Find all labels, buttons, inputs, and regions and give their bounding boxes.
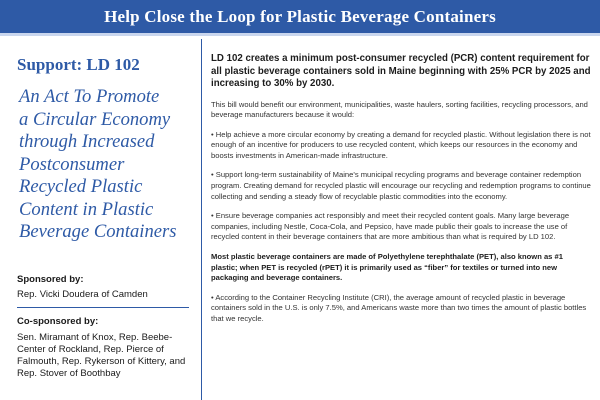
bill-title-line: a Circular Economy: [19, 108, 171, 130]
support-title: Support: LD 102: [17, 55, 140, 74]
bill-title: [19, 86, 190, 244]
left-column: [0, 39, 200, 400]
bill-title-line: Recycled Plastic: [19, 176, 143, 197]
lead-paragraph: LD 102 creates a minimum post-consumer recycled (PCR) content requirement for all plastic beverage containers sold in Maine beginning with 25% PCR by 2025 and increasing to 30% by 2030.: [211, 53, 591, 89]
column-divider: [201, 39, 202, 400]
bullet-paragraph: • Ensure beverage companies act responsibly and meet their recycled content goals. Many large beverage companies, including Nestle, Coca-Cola, and Pepsico, have made public their goals to increase the use of recycled content in their beverage containers that are more ambitious than what is required by LD 102.: [211, 211, 570, 242]
sponsor-name: Rep. Vicki Doudera of Camden: [17, 288, 148, 300]
bullet-paragraph: • Support long-term sustainability of Maine's municipal recycling programs and beverage container redemption program. Creating demand for recycled plastic will encourage our recycling and redemption programs to continue collecting and sending a steady flow of recyclable plastic commodities into the economy.: [211, 170, 591, 201]
intro-paragraph: This bill would benefit our environment, municipalities, waste haulers, sorting facilities, recycling processors, and beverage manufacturers because it would:: [211, 99, 588, 120]
bill-title-line: through Increased: [19, 131, 155, 152]
cosponsored-by-heading: Co-sponsored by:: [17, 315, 99, 327]
sponsored-by-heading: Sponsored by:: [17, 273, 84, 285]
cri-bullet: • According to the Container Recycling Institute (CRI), the average amount of recycled plastic in beverage containers sold in the U.S. is only 7.5%, and Americans waste more than two times the amount of plastic bottles that we recycle.: [211, 292, 587, 323]
bill-title-line: An Act To Promote: [19, 86, 160, 107]
bill-title-line: Beverage Containers: [19, 221, 177, 242]
bullet-paragraph: • Help achieve a more circular economy by creating a demand for recycled plastic. Without legislation there is not enough of an incentive for producers to use recycled content, which keeps our resources in the economy and boosts investments in American-made infrastructure.: [211, 129, 591, 160]
bill-title-line: Postconsumer: [19, 153, 125, 175]
pet-note: Most plastic beverage containers are made of Polyethylene terephthalate (PET), also known as #1 plastic; when PET is recycled (rPET) it is primarily used as “fiber” for textiles or turned into new packaging and beverage containers.: [211, 252, 563, 283]
right-column: [211, 39, 591, 400]
cosponsor-names: Sen. Miramant of Knox, Rep. Beebe-Center of Rockland, Rep. Pierce of Falmouth, Rep. Rykerson of Kittery, and Rep. Stover of Boothbay: [17, 331, 186, 379]
bill-title-line: Content in Plastic: [19, 198, 154, 220]
sponsor-divider: [17, 307, 189, 308]
header-banner: [0, 0, 600, 36]
banner-title: Help Close the Loop for Plastic Beverage Containers: [104, 6, 496, 26]
